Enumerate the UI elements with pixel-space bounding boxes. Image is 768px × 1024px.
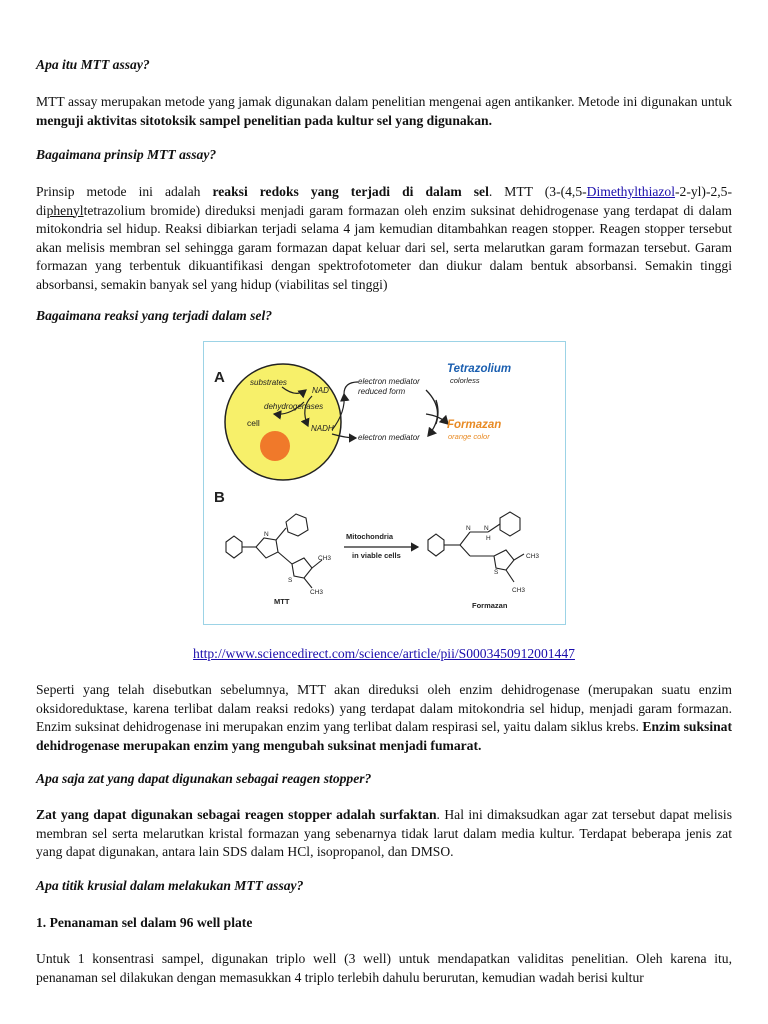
n-atom-f1: N bbox=[466, 525, 471, 532]
heading-cell-reaction: Bagaimana reaksi yang terjadi dalam sel? bbox=[36, 308, 273, 323]
em-reduced-label-2: reduced form bbox=[358, 387, 406, 396]
n-atom: N bbox=[264, 531, 269, 538]
panel-a-label: A bbox=[214, 369, 225, 386]
heading-principle: Bagaimana prinsip MTT assay? bbox=[36, 147, 217, 162]
heading-what-is-mtt: Apa itu MTT assay? bbox=[36, 57, 150, 72]
text: MTT assay merupakan metode yang jamak digunakan dalam penelitian mengenai agen antikanker. Metode ini digunakan untuk bbox=[36, 94, 732, 109]
bold-text: reaksi redoks yang terjadi di dalam sel bbox=[212, 184, 489, 199]
n-atom-f2: N bbox=[484, 525, 489, 532]
underlined-text: phenyl bbox=[46, 202, 84, 218]
tetrazolium-label: Tetrazolium bbox=[447, 363, 512, 375]
s-atom: S bbox=[288, 577, 293, 584]
mtt-reaction-figure bbox=[203, 341, 566, 625]
text: -2-yl)-2,5-di bbox=[36, 184, 732, 218]
substrates-label: substrates bbox=[250, 378, 287, 387]
em-label: electron mediator bbox=[358, 433, 420, 442]
nadh-label: NADH bbox=[311, 424, 334, 433]
cell-label: cell bbox=[247, 418, 260, 428]
ch3-atom-f2: CH3 bbox=[512, 587, 526, 594]
paragraph-reaction bbox=[36, 681, 732, 755]
formazan-structure bbox=[428, 512, 524, 582]
orange-color-label: orange color bbox=[448, 432, 490, 441]
paragraph-mtt-definition bbox=[36, 93, 732, 130]
nad-label: NAD bbox=[312, 386, 329, 395]
text: Prinsip metode ini adalah bbox=[36, 184, 213, 199]
reaction-diagram bbox=[204, 342, 564, 623]
panel-b-label: B bbox=[214, 489, 225, 506]
dehydrogenases-label: dehydrogenases bbox=[264, 402, 324, 411]
ch3-atom-f: CH3 bbox=[526, 553, 540, 560]
mtt-structure bbox=[226, 514, 322, 588]
subheading-seeding: 1. Penanaman sel dalam 96 well plate bbox=[36, 915, 253, 930]
text: Seperti yang telah disebutkan sebelumnya, MTT akan direduksi oleh enzim dehidrogenase (merupakan suatu enzim oksidoreduktase, karena terlibat dalam reaksi redoks) yang terdapat dalam mitokondria sel hidup, menjadi garam formazan. Enzim suksinat dehidrogenase ini merupakan enzim yang terlibat dalam respirasi sel, yaitu dalam siklus krebs. bbox=[36, 682, 732, 734]
text: tetrazolium bromide) direduksi menjadi garam formazan oleh enzim suksinat dehidrogenase yang terdapat di dalam mitokondria sel hidup. Reaksi dibiarkan terjadi selama 4 jam kemudian ditambahkan reagen stopper. Reagen stopper tersebut akan melisis membran sel sehingga garam formazan dapat keluar dari sel, serta melarutkan garam formazan tersebut. Garam formazan yang terbentuk dikuantifikasi dengan spektrofotometer dan diukur dalam bentuk absorbansi. Semakin tinggi absorbansi, semakin banyak sel yang hidup (viabilitas sel tinggi) bbox=[36, 202, 732, 292]
s-atom-f: S bbox=[494, 569, 499, 576]
bold-text: menguji aktivitas sitotoksik sampel penelitian pada kultur sel yang digunakan. bbox=[36, 112, 493, 128]
ch3-atom: CH3 bbox=[318, 555, 332, 562]
mitochondria-label: Mitochondria bbox=[346, 532, 394, 541]
viable-cells-label: in viable cells bbox=[352, 551, 401, 560]
h-atom: H bbox=[486, 535, 491, 542]
formazan-label: Formazan bbox=[447, 419, 502, 431]
cell-nucleus bbox=[260, 431, 290, 461]
sciencedirect-link[interactable]: http://www.sciencedirect.com/science/article/pii/S0003450912001447 bbox=[193, 646, 575, 661]
colorless-label: colorless bbox=[450, 376, 480, 385]
paragraph-seeding: Untuk 1 konsentrasi sampel, digunakan triplo well (3 well) untuk mendapatkan validitas penelitian. Oleh karena itu, penanaman sel dilakukan dengan memasukkan 4 triplo terlebih dahulu berurutan, kemudian wadah berisi kultur bbox=[36, 951, 732, 985]
figure-source bbox=[36, 645, 732, 664]
dimethylthiazol-link[interactable]: Dimethylthiazol bbox=[586, 184, 675, 199]
formazan-b-label: Formazan bbox=[472, 601, 508, 610]
text: . MTT (3-(4,5- bbox=[488, 184, 587, 199]
bold-text: Zat yang dapat digunakan sebagai reagen stopper adalah surfaktan bbox=[36, 807, 437, 822]
text: . Hal ini dimaksudkan agar zat tersebut dapat melisis membran sel serta melarutkan kristal formazan yang sebenarnya tidak larut dalam media kultur. Terdapat beberapa jenis zat yang dapat digunakan, antara lain SDS dalam HCl, isopropanol, dan DMSO. bbox=[36, 807, 733, 859]
heading-stopper: Apa saja zat yang dapat digunakan sebagai reagen stopper? bbox=[36, 771, 372, 786]
bold-text: Enzim suksinat dehidrogenase merupakan enzim yang mengubah suksinat menjadi fumarat. bbox=[36, 719, 732, 753]
paragraph-stopper bbox=[36, 806, 732, 862]
heading-crucial: Apa titik krusial dalam melakukan MTT assay? bbox=[36, 878, 304, 893]
mtt-label: MTT bbox=[274, 597, 290, 606]
ch3-atom-2: CH3 bbox=[310, 589, 324, 596]
em-reduced-label-1: electron mediator bbox=[358, 377, 420, 386]
paragraph-principle bbox=[36, 183, 732, 294]
